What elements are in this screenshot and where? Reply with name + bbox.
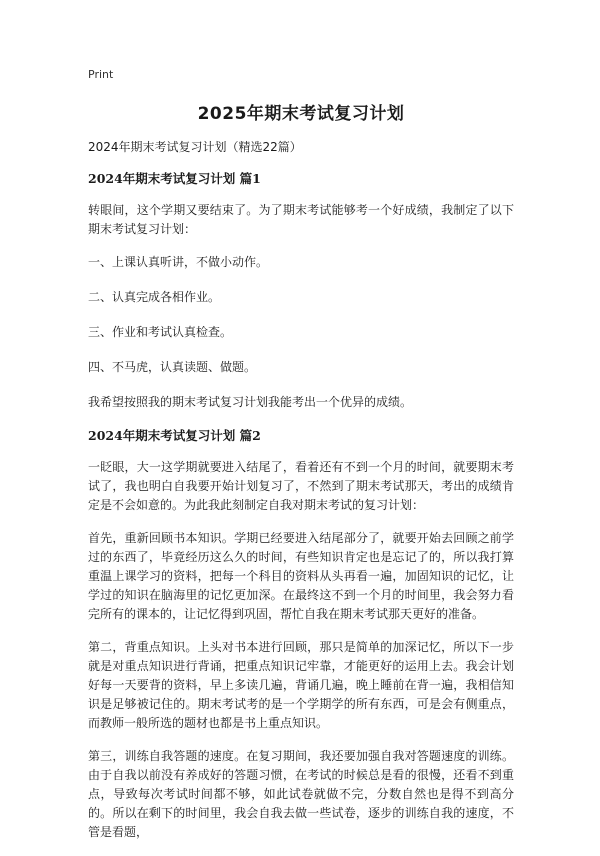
document-page — [88, 68, 514, 856]
list-item: 一、上课认真听讲，不做小动作。 — [88, 255, 269, 269]
section-heading: 2024年期末考试复习计划 篇1 — [88, 171, 261, 186]
document-subtitle: 2024年期末考试复习计划（精选22篇） — [88, 140, 302, 154]
paragraph: 第二，背重点知识。上头对书本进行回顾，那只是简单的加深记忆，所以下一步就是对重点知识进行背诵，把重点知识记牢靠，才能更好的运用上去。我会计划好每一天要背的资料，早上多读几遍，背诵几遍，晚上睡前在背一遍，我相信知识是足够被记住的。期末考试考的是一个学期学的所有东西，可是会有侧重点，而教师一般所选的题材也都是书上重点知识。 — [88, 640, 514, 730]
paragraph: 转眼间，这个学期又要结束了。为了期末考试能够考一个好成绩，我制定了以下期末考试复习计划： — [88, 203, 514, 236]
paragraph: 第三，训练自我答题的速度。在复习期间，我还要加强自我对答题速度的训练。由于自我以前没有养成好的答题习惯，在考试的时候总是看的很慢，还看不到重点，导致每次考试时间都不够，如此试卷就做不完，分数自然也是得不到高分的。所以在剩下的时间里，我会自我去做一些试卷，逐步的训练自我的速度，不管是看题， — [88, 749, 514, 839]
print-link[interactable]: Print — [88, 68, 114, 81]
section-heading: 2024年期末考试复习计划 篇2 — [88, 428, 261, 443]
paragraph: 一眨眼，大一这学期就要进入结尾了，看着还有不到一个月的时间，就要期末考试了，我也明白自我要开始计划复习了，不然到了期末考试那天，考出的成绩肯定是不会如意的。为此我此刻制定自我对期末考试的复习计划： — [88, 460, 514, 512]
paragraph: 我希望按照我的期末考试复习计划我能考出一个优异的成绩。 — [88, 395, 413, 409]
document-title: 2025年期末考试复习计划 — [197, 104, 405, 124]
list-item: 三、作业和考试认真检查。 — [88, 325, 233, 339]
list-item: 二、认真完成各相作业。 — [88, 290, 221, 304]
list-item: 四、不马虎，认真读题、做题。 — [88, 360, 257, 374]
paragraph: 首先，重新回顾书本知识。学期已经要进入结尾部分了，就要开始去回顾之前学过的东西了，毕竟经历这么久的时间，有些知识肯定也是忘记了的，所以我打算重温上课学习的资料，把每一个科目的资料从头再看一遍，加固知识的记忆，让学过的知识在脑海里的记忆更加深。在最终这不到一个月的时间里，我会努力看完所有的课本的，让记忆得到巩固，帮忙自我在期末考试那天更好的准备。 — [88, 531, 514, 621]
